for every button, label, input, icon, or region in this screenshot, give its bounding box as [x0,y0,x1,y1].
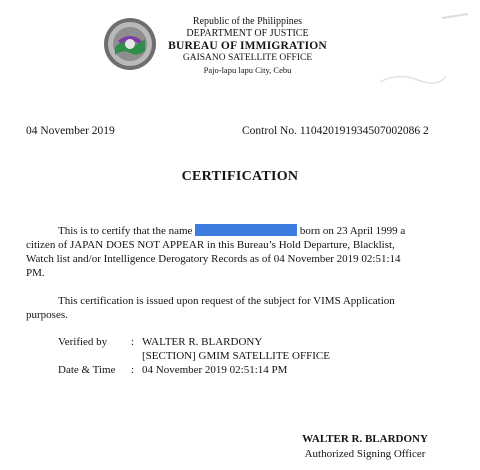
para2-line1: This certification is issued upon request of the subject for VIMS Application [58,295,395,307]
republic-line: Republic of the Philippines [192,16,303,27]
watermark-mark [378,70,448,92]
control-number: Control No. 110420191934507002086 2 [242,125,429,137]
signatory-name: WALTER R. BLARDONY [302,433,428,445]
department-line: DEPARTMENT OF JUSTICE [186,28,309,39]
bureau-line: BUREAU OF IMMIGRATION [168,40,327,52]
letterhead [160,16,335,76]
datetime-value: 04 November 2019 02:51:14 PM [142,364,288,376]
watermark-mark [440,10,470,26]
office-line: GAISANO SATELLITE OFFICE [182,53,313,63]
document-date: 04 November 2019 [26,125,115,137]
address-line: Pajo-lapu lapu City, Cebu [203,65,292,75]
document-title: CERTIFICATION [181,169,299,184]
para1-line3: Watch list and/or Intelligence Derogatory Records as of 04 November 2019 02:51:14 [26,253,401,265]
para2-line2: purposes. [26,309,68,321]
bureau-seal-icon [103,17,157,71]
verified-by-label: Verified by [58,336,108,348]
para1-line4: PM. [26,267,45,279]
para1-line2: citizen of JAPAN DOES NOT APPEAR in this Bureau’s Hold Departure, Blacklist, [26,239,395,251]
verified-colon: : [131,336,135,348]
verified-office: [SECTION] GMIM SATELLITE OFFICE [142,350,330,362]
certification-paragraph [26,224,455,238]
datetime-label: Date & Time [58,364,116,376]
para1-start: This is to certify that the name [58,225,193,237]
datetime-colon: : [131,364,135,376]
para1-rest: born on 23 April 1999 a [299,225,406,237]
verified-name: WALTER R. BLARDONY [142,336,263,348]
redacted-name [195,224,297,236]
signatory-role: Authorized Signing Officer [304,448,426,460]
